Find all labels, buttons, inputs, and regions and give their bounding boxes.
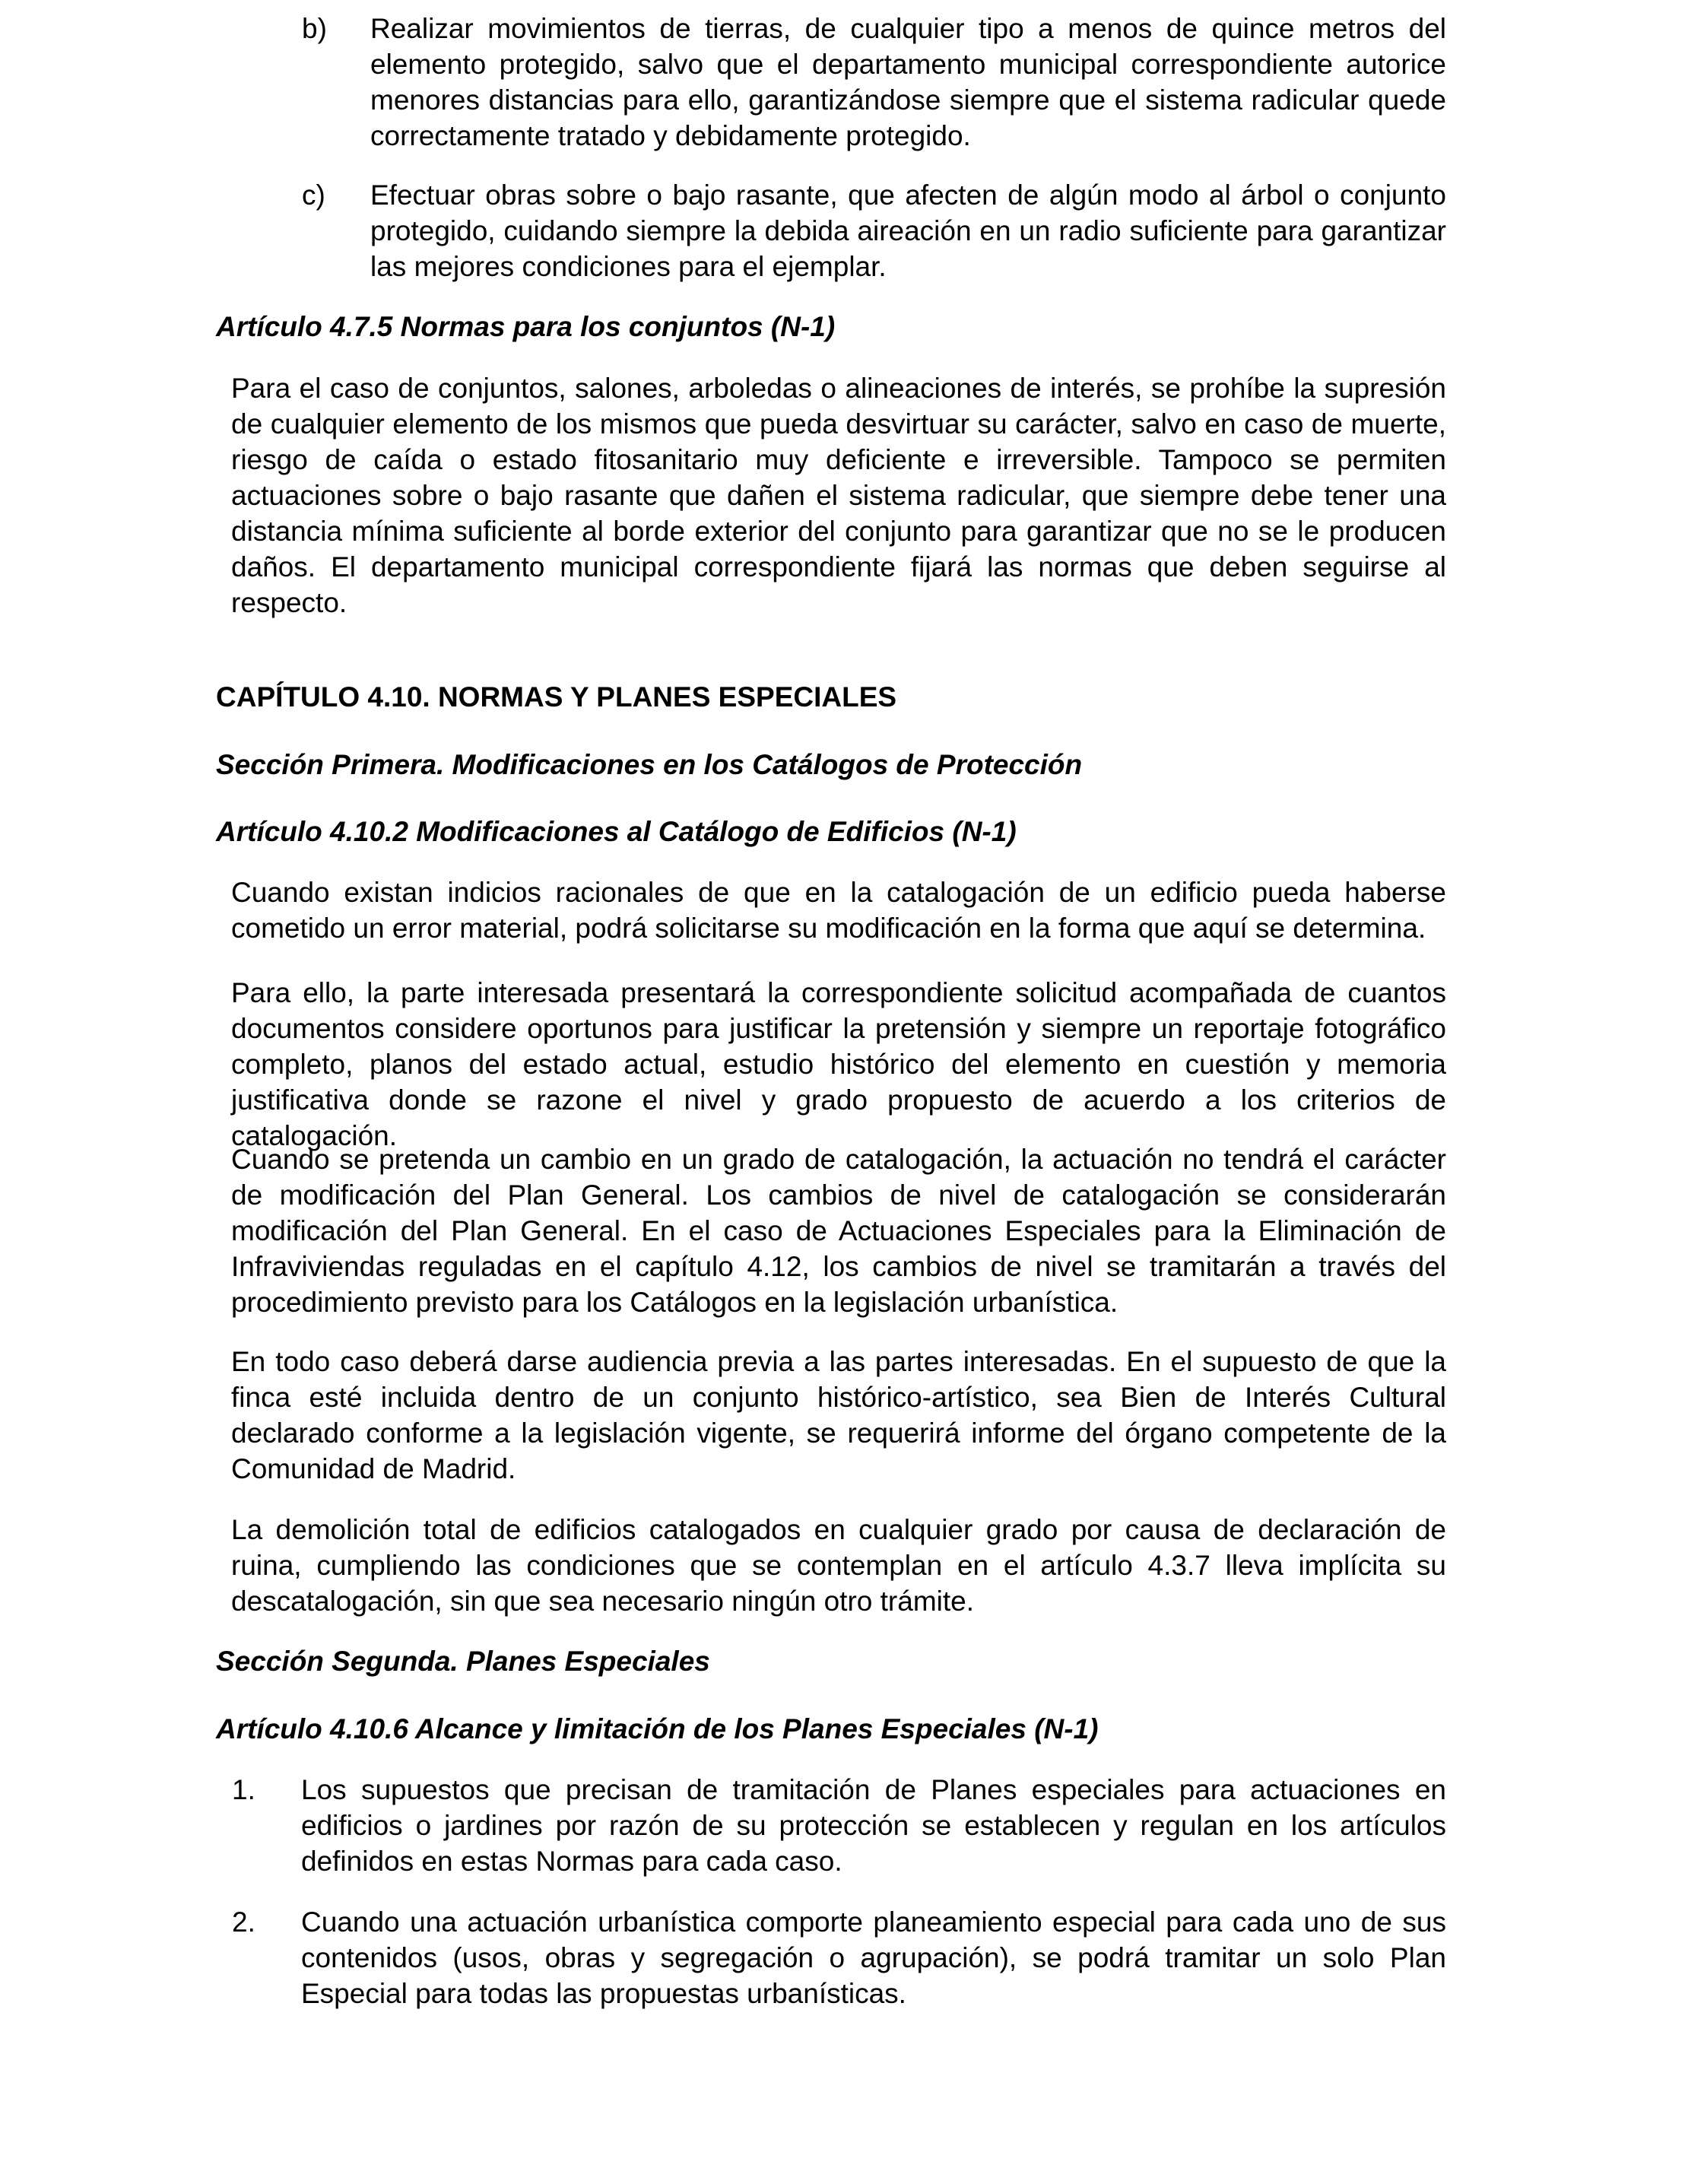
- article-paragraph: En todo caso deberá darse audiencia previa a las partes interesadas. En el supuesto de que la finca esté incluida dentro de un conjunto histórico-artístico, sea Bien de Interés Cultural declarado conforme a la legislación vigente, se requerirá informe del órgano competente de la Comunidad de Madrid.: [231, 1346, 1446, 1484]
- article-paragraph: Para ello, la parte interesada presentará la correspondiente solicitud acompañada de cuantos documentos considere oportunos para justificar la pretensión y siempre un reportaje fotográfico completo, planos del estado actual, estudio histórico del elemento en cuestión y memoria justificativa donde se razone el nivel y grado propuesto de acuerdo a los criterios de catalogación.: [231, 977, 1446, 1151]
- article-paragraph: Para el caso de conjuntos, salones, arboledas o alineaciones de interés, se prohíbe la supresión de cualquier elemento de los mismos que pueda desvirtuar su carácter, salvo en caso de muerte, riesgo de caída o estado fitosanitario muy deficiente e irreversible. Tampoco se permiten actuaciones sobre o bajo rasante que dañen el sistema radicular, que siempre debe tener una distancia mínima suficiente al borde exterior del conjunto para garantizar que no se le producen daños. El departamento municipal correspondiente fijará las normas que deben seguirse al respecto.: [231, 373, 1446, 618]
- chapter-heading: CAPÍTULO 4.10. NORMAS Y PLANES ESPECIALES: [216, 681, 897, 713]
- list-item-text: Efectuar obras sobre o bajo rasante, que afecten de algún modo al árbol o conjunto protegido, cuidando siempre la debida aireación en un radio suficiente para garantizar las mejores condiciones para el ejemplar.: [370, 179, 1446, 282]
- article-heading: Artículo 4.10.2 Modificaciones al Catálogo de Edificios (N-1): [216, 816, 1017, 847]
- article-paragraph: La demolición total de edificios catalogados en cualquier grado por causa de declaración de ruina, cumpliendo las condiciones que se contemplan en el artículo 4.3.7 lleva implícita su descatalogación, sin que sea necesario ningún otro trámite.: [231, 1514, 1446, 1617]
- list-marker: 2.: [232, 1906, 255, 1938]
- section-heading: Sección Segunda. Planes Especiales: [216, 1646, 710, 1677]
- list-marker: c): [302, 179, 325, 211]
- article-paragraph: Cuando existan indicios racionales de que en la catalogación de un edificio pueda haberse cometido un error material, podrá solicitarse su modificación en la forma que aquí se determina.: [231, 877, 1446, 944]
- list-item-text: Realizar movimientos de tierras, de cualquier tipo a menos de quince metros del elemento protegido, salvo que el departamento municipal correspondiente autorice menores distancias para ello, garantizándose siempre que el sistema radicular quede correctamente tratado y debidamente protegido.: [370, 13, 1446, 151]
- list-item-text: Cuando una actuación urbanística comporte planeamiento especial para cada uno de sus contenidos (usos, obras y segregación o agrupación), se podrá tramitar un solo Plan Especial para todas las propuestas urbanísticas.: [301, 1906, 1446, 2009]
- list-item-text: Los supuestos que precisan de tramitación de Planes especiales para actuaciones en edificios o jardines por razón de su protección se establecen y regulan en los artículos definidos en estas Normas para cada caso.: [301, 1774, 1446, 1877]
- article-heading: Artículo 4.10.6 Alcance y limitación de los Planes Especiales (N-1): [216, 1713, 1099, 1744]
- article-heading: Artículo 4.7.5 Normas para los conjuntos (N-1): [216, 311, 836, 342]
- list-marker: 1.: [232, 1774, 255, 1805]
- section-heading: Sección Primera. Modificaciones en los Catálogos de Protección: [216, 749, 1083, 780]
- list-marker: b): [302, 13, 327, 44]
- article-paragraph: Cuando se pretenda un cambio en un grado de catalogación, la actuación no tendrá el carácter de modificación del Plan General. Los cambios de nivel de catalogación se considerarán modificación del Plan General. En el caso de Actuaciones Especiales para la Eliminación de Infraviviendas reguladas en el capítulo 4.12, los cambios de nivel se tramitarán a través del procedimiento previsto para los Catálogos en la legislación urbanística.: [231, 1144, 1446, 1318]
